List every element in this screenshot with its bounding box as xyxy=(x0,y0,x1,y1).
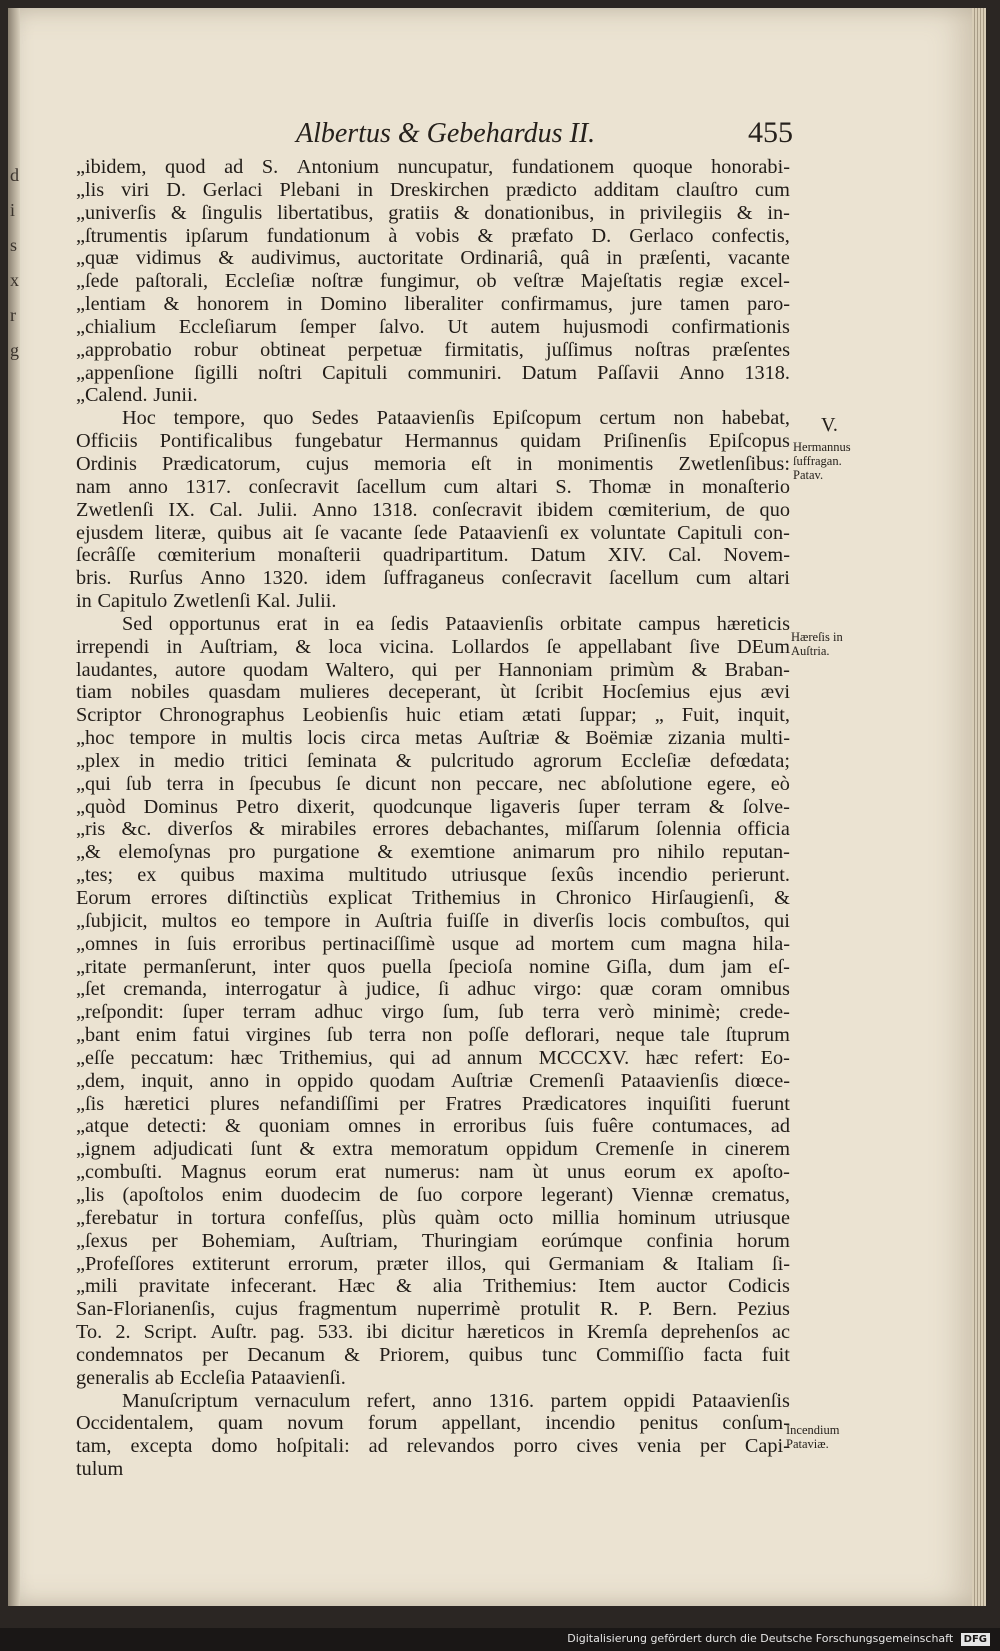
text-line: Officiis Pontificalibus fungebatur Hermannus quidam Priſinenſis Epiſcopus xyxy=(76,430,790,453)
text-line: „ris &c. diverſos & mirabiles errores debachantes, miſſarum ſolennia officia xyxy=(76,818,790,841)
text-line: „ignem adjudicati ſunt & extra memoratum oppidum Cremenſe in cinerem xyxy=(76,1138,790,1161)
text-line: „ſubjicit, multos eo tempore in Auſtria fuiſſe in diverſis locis combuſtos, qui xyxy=(76,909,790,932)
text-line: in Capitulo Zwetlenſi Kal. Julii. xyxy=(76,590,337,613)
text-line: „Profeſſores extiterunt errorum, præter illos, qui Germaniam & Italiam ſi- xyxy=(76,1252,790,1275)
funding-credit xyxy=(567,1632,990,1646)
text-line: „combuſti. Magnus eorum erat numerus: nam ùt unus eorum ex apoſto- xyxy=(76,1161,790,1184)
text-line: „ritate permanſerunt, inter quos puella ſpecioſa nomine Giſla, dum jam eſ- xyxy=(76,955,790,978)
funding-credit-text: Digitalisierung gefördert durch die Deutsche Forschungsgemeinschaft xyxy=(567,1632,954,1645)
dfg-logo: DFG xyxy=(961,1633,990,1646)
text-line: Zwetlenſi IX. Cal. Julii. Anno 1318. conſecravit ibidem cœmiterium, de quo xyxy=(76,498,790,521)
text-line: ſecrâſſe cœmiterium monaſterii quadripartitum. Datum XIV. Cal. Novem- xyxy=(76,544,790,567)
text-line: „lis viri D. Gerlaci Plebani in Dreskirchen prædicto additam clauſtro cum xyxy=(76,178,790,201)
text-line: laudantes, autore quodam Waltero, qui per Hannoniam primùm & Braban- xyxy=(76,658,790,681)
text-line: „bant enim fatui virgines ſub terra non poſſe deflorari, neque tale ſtuprum xyxy=(76,1024,790,1047)
text-line: „univerſis & ſingulis libertatibus, gratiis & donationibus, in privilegiis & in- xyxy=(76,201,790,224)
text-line: „lis (apoſtolos enim duodecim de ſuo corpore legerant) Viennæ crematus, xyxy=(76,1183,790,1206)
page-number: 455 xyxy=(748,116,793,149)
text-line: „quæ vidimus & audivimus, auctoritate Ordinariâ, quâ in præſenti, vacante xyxy=(76,247,790,270)
text-line: tam, excepta domo hoſpitali: ad relevandos porro cives venia per Capi- xyxy=(76,1435,790,1458)
gutter-letter: r xyxy=(10,305,16,325)
text-line: „ſexus per Bohemiam, Auſtriam, Thuringiam eorúmque confinia horum xyxy=(76,1229,790,1252)
text-line: „ſis hæretici plures nefandiſſimi per Fratres Prædicatores inquiſiti fuerunt xyxy=(76,1092,790,1115)
text-line: „Calend. Junii. xyxy=(76,384,198,407)
margin-note-line: ſuffragan. xyxy=(793,454,842,468)
text-line: Hoc tempore, quo Sedes Pataavienſis Epiſcopum certum non habebat, xyxy=(122,407,790,430)
text-line: „appenſione ſigilli noſtri Capituli communiri. Datum Paſſavii Anno 1318. xyxy=(76,361,790,384)
text-line: tiam nobiles quasdam mulieres deceperant, ùt ſcribit Hocſemius ejus ævi xyxy=(76,681,790,704)
margin-note-line: Hæreſis in xyxy=(791,630,843,644)
text-line: „ſtrumentis ipſarum fundationum à vobis & præfato D. Gerlaco confectis, xyxy=(76,224,790,247)
text-line: ejusdem literæ, quibus ait ſe vacante ſede Pataavienſi ex voluntate Capituli con- xyxy=(76,521,790,544)
text-line: „plex in medio tritici ſeminata & pulcritudo agrorum Eccleſiæ defœdata; xyxy=(76,749,790,772)
margin-note-line: Patav. xyxy=(793,468,824,482)
text-line: „ferebatur in tortura confeſſus, plùs quàm octo millia hominum utriusque xyxy=(76,1206,790,1229)
text-line: San-Florianenſis, cujus fragmentum nuperrimè protulit R. P. Bern. Pezius xyxy=(76,1298,790,1321)
text-line: „atque detecti: & quoniam omnes in erroribus ſuis fuêre contumaces, ad xyxy=(76,1115,790,1138)
text-line: „reſpondit: ſuper terram adhuc virgo ſum, ſub terra verò minimè; crede- xyxy=(76,1001,790,1024)
text-line: „ſede paſtorali, Eccleſiæ noſtræ fungimur, ob veſtræ Majeſtatis regiæ excel- xyxy=(76,270,790,293)
text-line: „& elemoſynas pro purgatione & exemtione animarum pro nihilo reputan- xyxy=(76,841,790,864)
text-line: „dem, inquit, anno in oppido quodam Auſtriæ Cremenſi Pataavienſis diœce- xyxy=(76,1069,790,1092)
text-line: Manuſcriptum vernaculum refert, anno 1316. partem oppidi Pataavienſis xyxy=(122,1389,790,1412)
margin-note-haeresis xyxy=(791,630,843,658)
text-line: „ibidem, quod ad S. Antonium nuncupatur, fundationem quoque honorabi- xyxy=(76,156,790,178)
text-line: To. 2. Script. Auſtr. pag. 533. ibi dicitur hæreticos in Kremſa deprehenſos ac xyxy=(76,1321,790,1344)
margin-note-line: Hermannus xyxy=(793,440,851,454)
text-line: generalis ab Eccleſia Pataavienſi. xyxy=(76,1366,346,1389)
text-line: „qui ſub terra in ſpecubus ſe dicunt non peccare, nec abſolutione egere, eò xyxy=(76,772,790,795)
page-header xyxy=(68,114,808,156)
text-line: „eſſe peccatum: hæc Trithemius, qui ad annum MCCCXV. hæc refert: Eo- xyxy=(76,1046,790,1069)
text-line: irrependi in Auſtriam, & loca vicina. Lollardos ſe appellabant ſive DEum xyxy=(76,635,790,658)
gutter-letter: x xyxy=(10,270,19,290)
text-line: Ordinis Prædicatorum, cujus memoria eſt in monimentis Zwetlenſibus: xyxy=(76,452,790,475)
gutter-letter: s xyxy=(10,235,18,255)
gutter-letter: g xyxy=(10,340,19,360)
text-line: „omnes in ſuis erroribus pertinaciſſimè usque ad mortem cum magna hila- xyxy=(76,932,790,955)
text-line: bris. Rurſus Anno 1320. idem ſuffraganeus conſecravit ſacellum cum altari xyxy=(76,567,790,590)
margin-note-line: Pataviæ. xyxy=(786,1437,829,1451)
book-page xyxy=(8,8,978,1606)
text-line: „mili pravitate infecerant. Hæc & alia Trithemius: Item auctor Codicis xyxy=(76,1275,790,1298)
text-line: condemnatos per Decanum & Priorem, quibus tunc Commiſſio facta fuit xyxy=(76,1343,790,1366)
margin-note-incendium xyxy=(786,1423,839,1451)
gutter-letters xyxy=(10,158,24,368)
page-edge xyxy=(972,8,986,1606)
margin-note-hermannus xyxy=(793,440,851,482)
text-line: Occidentalem, quam novum forum appellant, incendio penitus conſum- xyxy=(76,1412,790,1435)
text-line: „hoc tempore in multis locis circa metas Auſtriæ & Boëmiæ zizania multi- xyxy=(76,727,790,750)
text-line: Scriptor Chronographus Leobienſis huic etiam ætati ſuppar; „ Fuit, inquit, xyxy=(76,704,790,727)
gutter-letter: d xyxy=(10,165,19,185)
text-line: nam anno 1317. conſecravit ſacellum cum altari S. Thomæ in monaſterio xyxy=(76,475,790,498)
text-line: „quòd Dominus Petro dixerit, quodcunque ligaveris ſuper terram & ſolve- xyxy=(76,795,790,818)
text-line: Sed opportunus erat in ea ſedis Pataavienſis orbitate campus hæreticis xyxy=(122,612,790,635)
text-line: „chialium Eccleſiarum ſemper ſalvo. Ut autem hujusmodi confirmationis xyxy=(76,315,790,338)
footer-bar xyxy=(0,1628,1000,1651)
text-line: Eorum errores diſtinctiùs explicat Trithemius in Chronico Hirſaugienſi, & xyxy=(76,887,790,909)
body-text xyxy=(76,156,790,1481)
text-line: tulum xyxy=(76,1458,124,1481)
margin-note-line: Auſtria. xyxy=(791,644,830,658)
gutter-letter: i xyxy=(10,200,16,220)
text-line: „lentiam & honorem in Domino liberaliter confirmamus, jure tamen paro- xyxy=(76,293,790,316)
margin-note-line: Incendium xyxy=(786,1423,840,1437)
running-head: Albertus & Gebehardus II. xyxy=(296,118,596,149)
text-line: „tes; ex quibus maxima multitudo utriusque ſexûs incendio perierunt. xyxy=(76,864,790,887)
text-line: „approbatio robur obtineat perpetuæ firmitatis, juſſimus noſtras præſentes xyxy=(76,338,790,361)
margin-section-numeral: V. xyxy=(821,414,838,436)
text-line: „ſet cremanda, interrogatur à judice, ſi adhuc virgo: quæ coram omnibus xyxy=(76,978,790,1001)
